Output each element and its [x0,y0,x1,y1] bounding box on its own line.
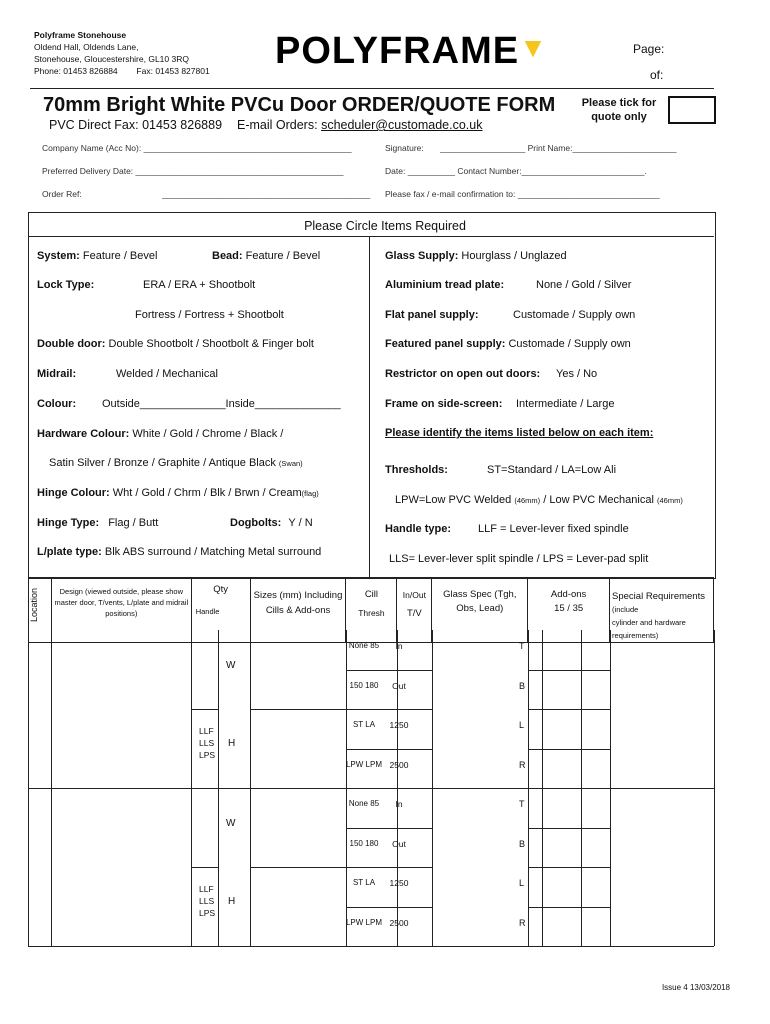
row-1-vline [610,788,611,946]
handle-option[interactable]: LLF [199,726,214,736]
row-1-addon-line [528,867,610,868]
row-1-cill-line [346,828,432,829]
cill-option[interactable]: None 85 [348,799,380,808]
row-1-vline [51,788,52,946]
cill-option[interactable]: ST LA [352,878,376,887]
row-1-handle-vline [218,788,219,946]
row-1-addon-inner-right [581,788,582,946]
row-0-qty-split [191,709,219,710]
handle-type-option-2[interactable]: LLS= Lever-lever split spindle / LPS = Lever-pad split [389,553,649,565]
system-option[interactable]: System: Feature / Bevel [37,250,158,262]
company-name-field[interactable]: Company Name (Acc No): ____________________________________________ [42,143,352,153]
hardware-colour-option-2[interactable]: Satin Silver / Bronze / Graphite / Antique Black (Swan) [49,457,303,469]
inout-header: In/Out T/V [397,578,432,643]
row-0-addon-line [528,749,610,750]
identify-instruction: Please identify the items listed below on each item: [385,427,654,439]
address-line-2: Stonehouse, Gloucestershire, GL10 3RQ [34,54,189,64]
frame-side-screen-label: Frame on side-screen: [385,398,503,410]
hinge-colour-option[interactable]: Hinge Colour: Wht / Gold / Chrm / Blk / Brwn / Cream(flag) [37,487,319,499]
row-1-vline [714,788,715,946]
handle-option[interactable]: LLS [199,896,215,906]
cill-header: Cill Thresh [346,578,397,643]
addon-option[interactable]: T [519,799,525,809]
threshold-lpw-lpm-option[interactable]: LPW=Low PVC Welded (46mm) / Low PVC Mechanical (46mm) [395,494,683,506]
featured-panel-option[interactable]: Featured panel supply: Customade / Supply own [385,338,631,350]
addons-header: Add-ons 15 / 35 [528,578,610,643]
row-0-vline [432,630,433,788]
company-name: Polyframe Stonehouse [34,30,127,40]
order-ref-field[interactable]: Order Ref: ____________________________________________ [42,189,371,199]
tv-option[interactable]: Out [392,838,406,849]
row-0-addon-inner-left [542,630,543,788]
row-0-cill-line [346,749,432,750]
addon-option[interactable]: R [519,917,526,928]
email-link[interactable]: scheduler@customade.co.uk [321,118,483,132]
row-0-bottom-line [28,788,714,789]
handle-type-label: Handle type: [385,523,452,535]
form-title: 70mm Bright White PVCu Door ORDER/QUOTE FORM [43,94,556,116]
qty-handle-header: Qty Handle [191,578,250,643]
row-width-label: W [226,660,236,671]
row-0-vline [610,630,611,788]
bead-option[interactable]: Bead: Feature / Bevel [212,250,321,262]
issue-footer: Issue 4 13/03/2018 [661,983,730,992]
row-1-size-split [250,867,346,868]
row-0-vline [28,630,29,788]
polyframe-logo: POLYFRAME▼ [275,30,548,72]
restrictor-label: Restrictor on open out doors: [385,368,541,380]
email-line: E-mail Orders: scheduler@customade.co.uk [237,118,483,132]
row-0-cill-line [346,670,432,671]
tread-plate-option[interactable]: None / Gold / Silver [536,279,632,291]
tv-option[interactable]: 2500 [389,759,409,770]
row-0-addon-line [528,670,610,671]
addon-option[interactable]: L [519,720,525,730]
company-address [34,29,210,77]
row-0-addon-inner-right [581,630,582,788]
glass-supply-option[interactable]: Glass Supply: Hourglass / Unglazed [385,250,567,262]
company-fax: Fax: 01453 827801 [136,66,210,76]
handle-option[interactable]: LLF [199,884,214,894]
colour-label: Colour: [37,398,77,410]
row-1-qty-split [191,867,219,868]
row-1-addon-inner-left [542,788,543,946]
tread-plate-label: Aluminium tread plate: [385,279,505,291]
sizes-header: Sizes (mm) Including Cills & Add-ons [250,578,346,643]
design-header: Design (viewed outside, please show master door, T/vents, L/plate and midrail positions) [51,578,191,643]
row-1-vline [28,788,29,946]
addon-option[interactable]: B [519,838,526,849]
company-phone: Phone: 01453 826884 [34,66,118,76]
lock-type-option-2[interactable]: Fortress / Fortress + Shootbolt [135,309,284,321]
quote-only-checkbox[interactable] [668,96,716,124]
addon-option[interactable]: R [519,759,526,770]
row-1-addon-line [528,907,610,908]
handle-option[interactable]: LLS [199,738,215,748]
address-line-1: Oldend Hall, Oldends Lane, [34,42,139,52]
midrail-option[interactable]: Welded / Mechanical [116,368,218,380]
signature-field[interactable]: Signature: __________________ Print Name:______________________ [385,143,677,153]
cill-option[interactable]: LPW LPM [345,759,382,769]
row-0-vline [51,630,52,788]
header-divider [30,88,714,89]
colour-option[interactable]: Outside______________Inside______________ [102,398,341,410]
row-0-size-split [250,709,346,710]
row-height-label: H [228,896,236,907]
lock-type-option-1[interactable]: ERA / ERA + Shootbolt [143,279,256,291]
dogbolts-option[interactable]: Dogbolts: Y / N [230,517,313,529]
page-label: Page: [633,42,665,56]
confirmation-field[interactable]: Please fax / e-mail confirmation to: ______________________________ [385,189,660,199]
options-column-divider [369,236,370,577]
addon-option[interactable]: L [519,878,525,888]
special-header: Special Requirements (include cylinder and hardware requirements) [610,578,714,643]
quote-only-label: Please tick for quote only [581,97,657,123]
hinge-type-option[interactable]: Hinge Type: Flag / Butt [37,517,159,529]
glass-header: Glass Spec (Tgh, Obs, Lead) [432,578,528,643]
tv-option[interactable]: In [395,641,403,651]
fax-line: PVC Direct Fax: 01453 826889 [49,118,223,132]
cill-option[interactable]: 150 180 [349,680,379,690]
row-0-addon-line [528,709,610,710]
row-0-handle-vline [218,630,219,788]
cill-option[interactable]: None 85 [348,641,380,650]
handle-type-option[interactable]: LLF = Lever-lever fixed spindle [478,523,629,535]
page-of-label: of: [650,68,664,82]
flat-panel-label: Flat panel supply: [385,309,479,321]
row-1-vline [432,788,433,946]
row-1-addon-line [528,828,610,829]
tv-option[interactable]: 1250 [389,720,409,730]
location-header: Location [29,578,52,643]
restrictor-option[interactable]: Yes / No [556,368,598,380]
tv-option[interactable]: 1250 [389,878,409,888]
handle-option[interactable]: LPS [199,908,216,918]
flat-panel-option[interactable]: Customade / Supply own [513,309,636,321]
thresholds-label: Thresholds: [385,464,448,476]
lock-type-label: Lock Type: [37,279,95,291]
cill-option[interactable]: LPW LPM [345,917,382,927]
date-field[interactable]: Date: __________ Contact Number:__________________________. [385,166,647,176]
row-0-vline [714,630,715,788]
cill-option[interactable]: ST LA [352,720,376,729]
double-door-option[interactable]: Double door: Double Shootbolt / Shootbolt & Finger bolt [37,338,314,350]
section-title: Please Circle Items Required [304,219,466,233]
tv-option[interactable]: 2500 [389,917,409,928]
row-width-label: W [226,818,236,829]
row-1-bottom-line [28,946,714,947]
row-1-cill-line [346,907,432,908]
midrail-label: Midrail: [37,368,77,380]
preferred-delivery-field[interactable]: Preferred Delivery Date: ____________________________________________ [42,166,344,176]
hardware-colour-option[interactable]: Hardware Colour: White / Gold / Chrome / Black / [37,428,284,440]
lplate-type-option[interactable]: L/plate type: Blk ABS surround / Matching Metal surround [37,546,322,558]
row-1-cill-line [346,867,432,868]
addon-option[interactable]: B [519,680,526,691]
options-header-divider [28,236,714,237]
tv-option[interactable]: In [395,799,403,809]
order-table [28,577,714,643]
row-height-label: H [228,738,236,749]
cill-option[interactable]: 150 180 [349,838,379,848]
row-0-cill-line [346,709,432,710]
thresholds-option[interactable]: ST=Standard / LA=Low Ali [487,464,617,476]
frame-side-screen-option[interactable]: Intermediate / Large [516,398,615,410]
addon-option[interactable]: T [519,641,525,651]
handle-option[interactable]: LPS [199,750,216,760]
tv-option[interactable]: Out [392,680,406,691]
